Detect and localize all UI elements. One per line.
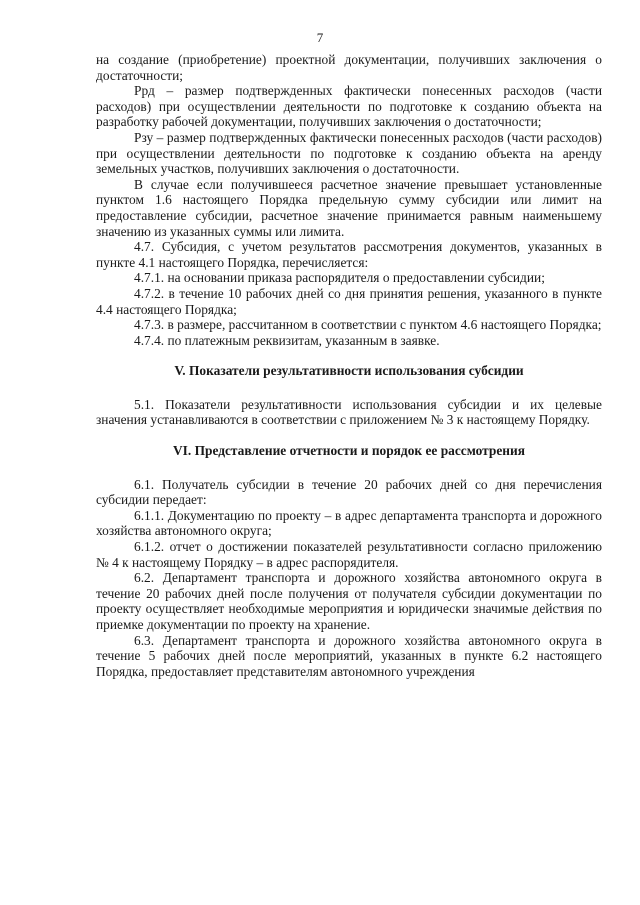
paragraph-5-1: 5.1. Показатели результативности использования субсидии и их целевые значения устанавливаются в соответствии с приложением № 3 к настоящему Порядку. bbox=[96, 396, 602, 428]
paragraph-4-7-1: 4.7.1. на основании приказа распорядителя о предоставлении субсидии; bbox=[134, 270, 545, 286]
paragraph-continuation: на создание (приобретение) проектной документации, получивших заключения о достаточности; bbox=[96, 52, 602, 83]
paragraph-rzu-definition: Рзу – размер подтвержденных фактически понесенных расходов (части расходов) при осуществлении деятельности по подготовке к созданию объекта на аренду земельных участков, получивших заключения о достаточности. bbox=[96, 129, 602, 177]
paragraph-limit-rule: В случае если получившееся расчетное значение превышает установленные пунктом 1.6 настоящего Порядка предельную сумму субсидии или лимит на предоставление субсидии, расчетное значение принимается равным наименьшему значению из указанных суммы или лимита. bbox=[96, 176, 602, 239]
paragraph-rrd-definition: Ррд – размер подтвержденных фактически понесенных расходов (части расходов) при осуществлении деятельности по подготовке к созданию объекта на разработку рабочей документации, получивших заключения о достаточности; bbox=[96, 83, 602, 130]
document-body bbox=[96, 52, 602, 679]
paragraph-6-3: 6.3. Департамент транспорта и дорожного хозяйства автономного округа в течение 5 рабочих дней после мероприятий, указанных в пункте 6.2 настоящего Порядка, предоставляет представителям автономного учреждения bbox=[96, 632, 602, 679]
paragraph-4-7-2: 4.7.2. в течение 10 рабочих дней со дня принятия решения, указанного в пункте 4.4 настоящего Порядка; bbox=[96, 285, 602, 317]
paragraph-4-7-4: 4.7.4. по платежным реквизитам, указанным в заявке. bbox=[134, 332, 440, 348]
paragraph-6-2: 6.2. Департамент транспорта и дорожного хозяйства автономного округа в течение 20 рабочих дней после получения от получателя субсидии документации по проекту осуществляет необходимые мероприятия и юридически значимые действия по приемке документации по проекту на хранение. bbox=[96, 570, 602, 632]
paragraph-6-1-1: 6.1.1. Документацию по проекту – в адрес департамента транспорта и дорожного хозяйства автономного округа; bbox=[96, 507, 602, 539]
section-5-heading: V. Показатели результативности использования субсидии bbox=[174, 363, 524, 379]
paragraph-4-7-3: 4.7.3. в размере, рассчитанном в соответствии с пунктом 4.6 настоящего Порядка; bbox=[134, 317, 602, 333]
paragraph-6-1-2: 6.1.2. отчет о достижении показателей результативности согласно приложению № 4 к настоящему Порядку – в адрес распорядителя. bbox=[96, 539, 602, 570]
section-6-heading: VI. Представление отчетности и порядок ее рассмотрения bbox=[173, 443, 525, 459]
page-number: 7 bbox=[316, 30, 324, 45]
paragraph-6-1: 6.1. Получатель субсидии в течение 20 рабочих дней со дня перечисления субсидии передает: bbox=[96, 476, 602, 508]
paragraph-4-7: 4.7. Субсидия, с учетом результатов рассмотрения документов, указанных в пункте 4.1 настоящего Порядка, перечисляется: bbox=[96, 239, 602, 270]
